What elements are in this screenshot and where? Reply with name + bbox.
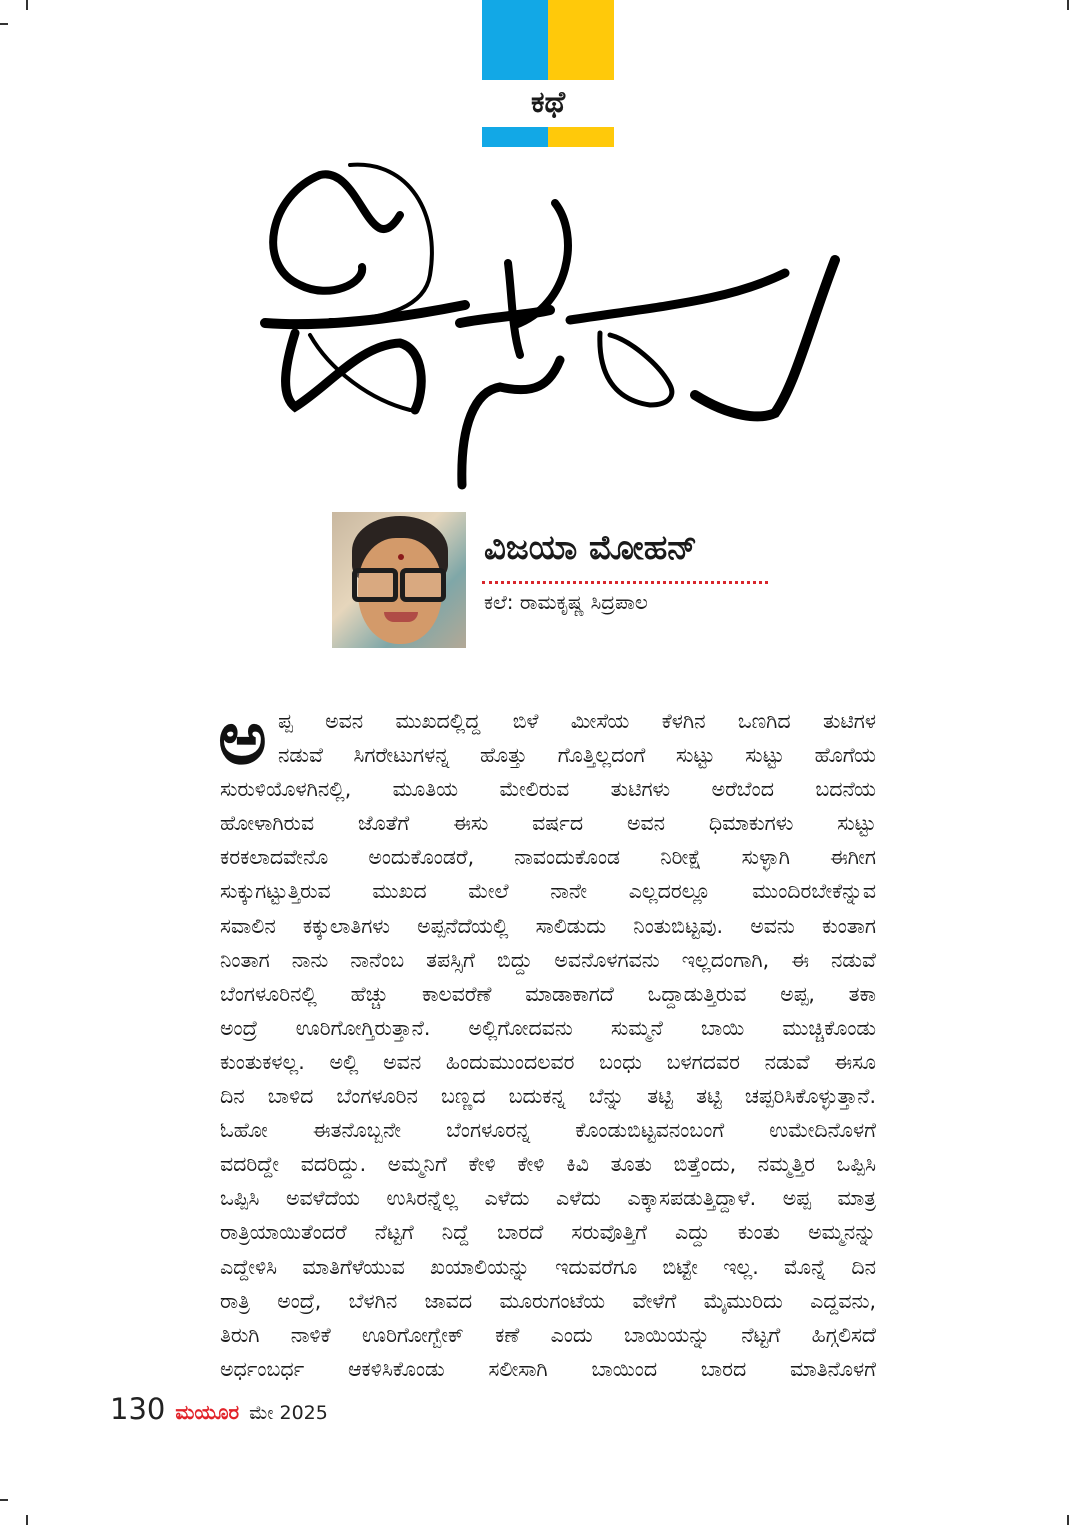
title-stroke	[286, 333, 422, 410]
title-stroke	[508, 263, 520, 355]
issue-date: ಮೇ 2025	[249, 1402, 328, 1424]
yellow-block	[548, 0, 614, 80]
crop-mark	[26, 0, 28, 10]
crop-mark	[1067, 1515, 1069, 1525]
body-line: ಎದ್ದೇಳಿಸಿ ಮಾತಿಗೆಳೆಯುವ ಖಯಾಲಿಯನ್ನು ಇದುವರೆಗೂ ಬಿಟ್ಟೇ ಇಲ್ಲ. ಮೊನ್ನೆ ದಿನ	[220, 1254, 876, 1279]
author-name: ವಿಜಯಾ ಮೋಹನ್	[484, 528, 698, 568]
crop-mark	[1067, 0, 1069, 10]
title-stroke	[570, 273, 785, 320]
yellow-bar	[548, 127, 614, 147]
crop-mark	[26, 1515, 28, 1525]
crop-mark	[0, 23, 8, 25]
body-line: ರಾತ್ರಿಯಾಯಿತೆಂದರೆ ನೆಟ್ಟಗೆ ನಿದ್ದೆ ಬಾರದೆ ಸರುವೊತ್ತಿಗೆ ಎದ್ದು ಕುಂತು ಅಮ್ಮನನ್ನು	[220, 1220, 876, 1245]
crop-mark	[0, 1499, 8, 1501]
title-stroke	[273, 174, 400, 291]
body-line: ದಿನ ಬಾಳಿದ ಬೆಂಗಳೂರಿನ ಬಣ್ಣದ ಬದುಕನ್ನ ಬೆನ್ನು ತಟ್ಟಿ ತಟ್ಟಿ ಚಪ್ಪರಿಸಿಕೊಳ್ಳುತ್ತಾನೆ.	[220, 1084, 876, 1109]
section-label: ಕಥೆ	[530, 85, 566, 120]
body-line: ಬೆಂಗಳೂರಿನಲ್ಲಿ ಹೆಚ್ಚು ಕಾಲವರೆಣೆ ಮಾಡಾಕಾಗದೆ ಒದ್ದಾಡುತ್ತಿರುವ ಅಪ್ಪ, ತಕಾ	[220, 981, 876, 1006]
body-line: ಸುಕ್ಕುಗಟ್ಟುತ್ತಿರುವ ಮುಖದ ಮೇಲೆ ನಾನೇ ಎಲ್ಲದರಲ್ಲೂ ಮುಂದಿರಬೇಕೆನ್ನುವ	[220, 879, 876, 904]
page-number: 130	[110, 1392, 166, 1426]
author-photo	[332, 512, 466, 648]
body-line: ಒಪ್ಪಿಸಿ ಅವಳೆದೆಯ ಉಸಿರನ್ನೆಲ್ಲ ಎಳೆದು ಎಳೆದು ಎಕ್ಕಾಸಪಡುತ್ತಿದ್ದಾಳೆ. ಅಪ್ಪ ಮಾತ್ರ	[220, 1186, 876, 1211]
body-line: ಓಹೋ ಈತನೊಬ್ಬನೇ ಬೆಂಗಳೂರನ್ನ ಕೊಂಡುಬಿಟ್ಟವನಂಬಂಗೆ ಉಮೇದಿನೊಳಗೆ	[220, 1118, 876, 1143]
section-color-bar	[482, 127, 614, 147]
title-stroke	[600, 333, 672, 405]
author-divider	[482, 581, 768, 584]
body-line: ಪ್ಪ ಅವನ ಮುಖದಲ್ಲಿದ್ದ ಬಿಳೆ ಮೀಸೆಯ ಕೆಳಗಿನ ಒಣಗಿದ ತುಟಿಗಳ	[278, 709, 876, 733]
body-line: ವದರಿದ್ದೇ ವದರಿದ್ದು. ಅಮ್ಮನಿಗೆ ಕೇಳಿ ಕೇಳಿ ಕಿವಿ ತೂತು ಬಿತ್ತೆಂದು, ನಮ್ಮತ್ತಿರ ಒಪ್ಪಿಸಿ	[220, 1152, 876, 1177]
blue-bar	[482, 127, 548, 147]
art-credit: ಕಲೆ: ರಾಮಕೃಷ್ಣ ಸಿದ್ರಪಾಲ	[484, 590, 648, 614]
story-title	[250, 155, 850, 505]
calligraphy-title-icon	[250, 155, 850, 505]
body-line: ನಡುವೆ ಸಿಗರೇಟುಗಳನ್ನ ಹೊತ್ತು ಗೊತ್ತಿಲ್ಲದಂಗೆ ಸುಟ್ಟು ಸುಟ್ಟು ಹೊಗೆಯ	[278, 743, 876, 768]
story-body	[218, 695, 876, 1386]
body-line: ಹೋಳಾಗಿರುವ ಜೊತೆಗೆ ಈಸು ವರ್ಷದ ಅವನ ಧಿಮಾಕುಗಳು ಸುಟ್ಟು	[220, 811, 876, 836]
body-line: ಸವಾಲಿನ ಕಕ್ಕುಲಾತಿಗಳು ಅಪ್ಪನೆದೆಯಲ್ಲಿ ಸಾಲಿಡುದು ನಿಂತುಬಿಟ್ಟವು. ಅವನು ಕುಂತಾಗ	[220, 913, 876, 938]
section-tag	[482, 0, 614, 150]
title-stroke	[462, 360, 560, 485]
section-color-block	[482, 0, 614, 80]
title-stroke	[460, 310, 550, 323]
body-line: ಅಂದ್ರೆ ಊರಿಗೋಗ್ತಿರುತ್ತಾನೆ. ಅಲ್ಲಿಗೋದವನು ಸುಮ್ಮನೆ ಬಾಯಿ ಮುಚ್ಚಿಕೊಂಡು	[220, 1015, 876, 1040]
drop-cap: ಅ	[218, 695, 267, 781]
body-line: ರಾತ್ರಿ ಅಂದ್ರೆ, ಬೆಳಗಿನ ಜಾವದ ಮೂರುಗಂಟೆಯ ವೇಳೆಗೆ ಮೈಮುರಿದು ಎದ್ದವನು,	[220, 1288, 876, 1313]
magazine-logo: ಮಯೂರ	[175, 1400, 240, 1424]
body-line: ನಿಂತಾಗ ನಾನು ನಾನೆಂಬ ತಪಸ್ಸಿಗೆ ಬಿದ್ದು ಅವನೊಳಗವನು ಇಲ್ಲದಂಗಾಗಿ, ಈ ನಡುವೆ	[220, 947, 876, 972]
page-footer	[110, 1392, 328, 1426]
body-line: ತಿರುಗಿ ನಾಳಿಕೆ ಊರಿಗೋಗ್ಬೇಕ್ ಕಣೆ ಎಂದು ಬಾಯಿಯನ್ನು ನೆಟ್ಟಗೆ ಹಿಗ್ಗಲಿಸದೆ	[220, 1322, 876, 1347]
body-line: ಕುಂತುಕಳಲ್ಲ. ಅಲ್ಲಿ ಅವನ ಹಿಂದುಮುಂದಲವರ ಬಂಧು ಬಳಗದವರ ನಡುವೆ ಈಸೂ	[220, 1049, 876, 1074]
blue-block	[482, 0, 548, 80]
title-stroke	[265, 305, 465, 324]
body-line: ಸುರುಳಿಯೊಳಗಿನಲ್ಲಿ, ಮೂತಿಯ ಮೇಲಿರುವ ತುಟಿಗಳು ಅರೆಬೆಂದ ಬದನೆಯ	[220, 777, 876, 802]
body-line: ಅರ್ಧಂಬರ್ಧ ಆಕಳಿಸಿಕೊಂಡು ಸಲೀಸಾಗಿ ಬಾಯಿಂದ ಬಾರದ ಮಾತಿನೊಳಗೆ	[220, 1356, 876, 1381]
body-line: ಕರಕಲಾದವೇನೊ ಅಂದುಕೊಂಡರೆ, ನಾವಂದುಕೊಂಡ ನಿರೀಕ್ಷೆ ಸುಳ್ಳಾಗಿ ಈಗೀಗ	[220, 845, 876, 870]
